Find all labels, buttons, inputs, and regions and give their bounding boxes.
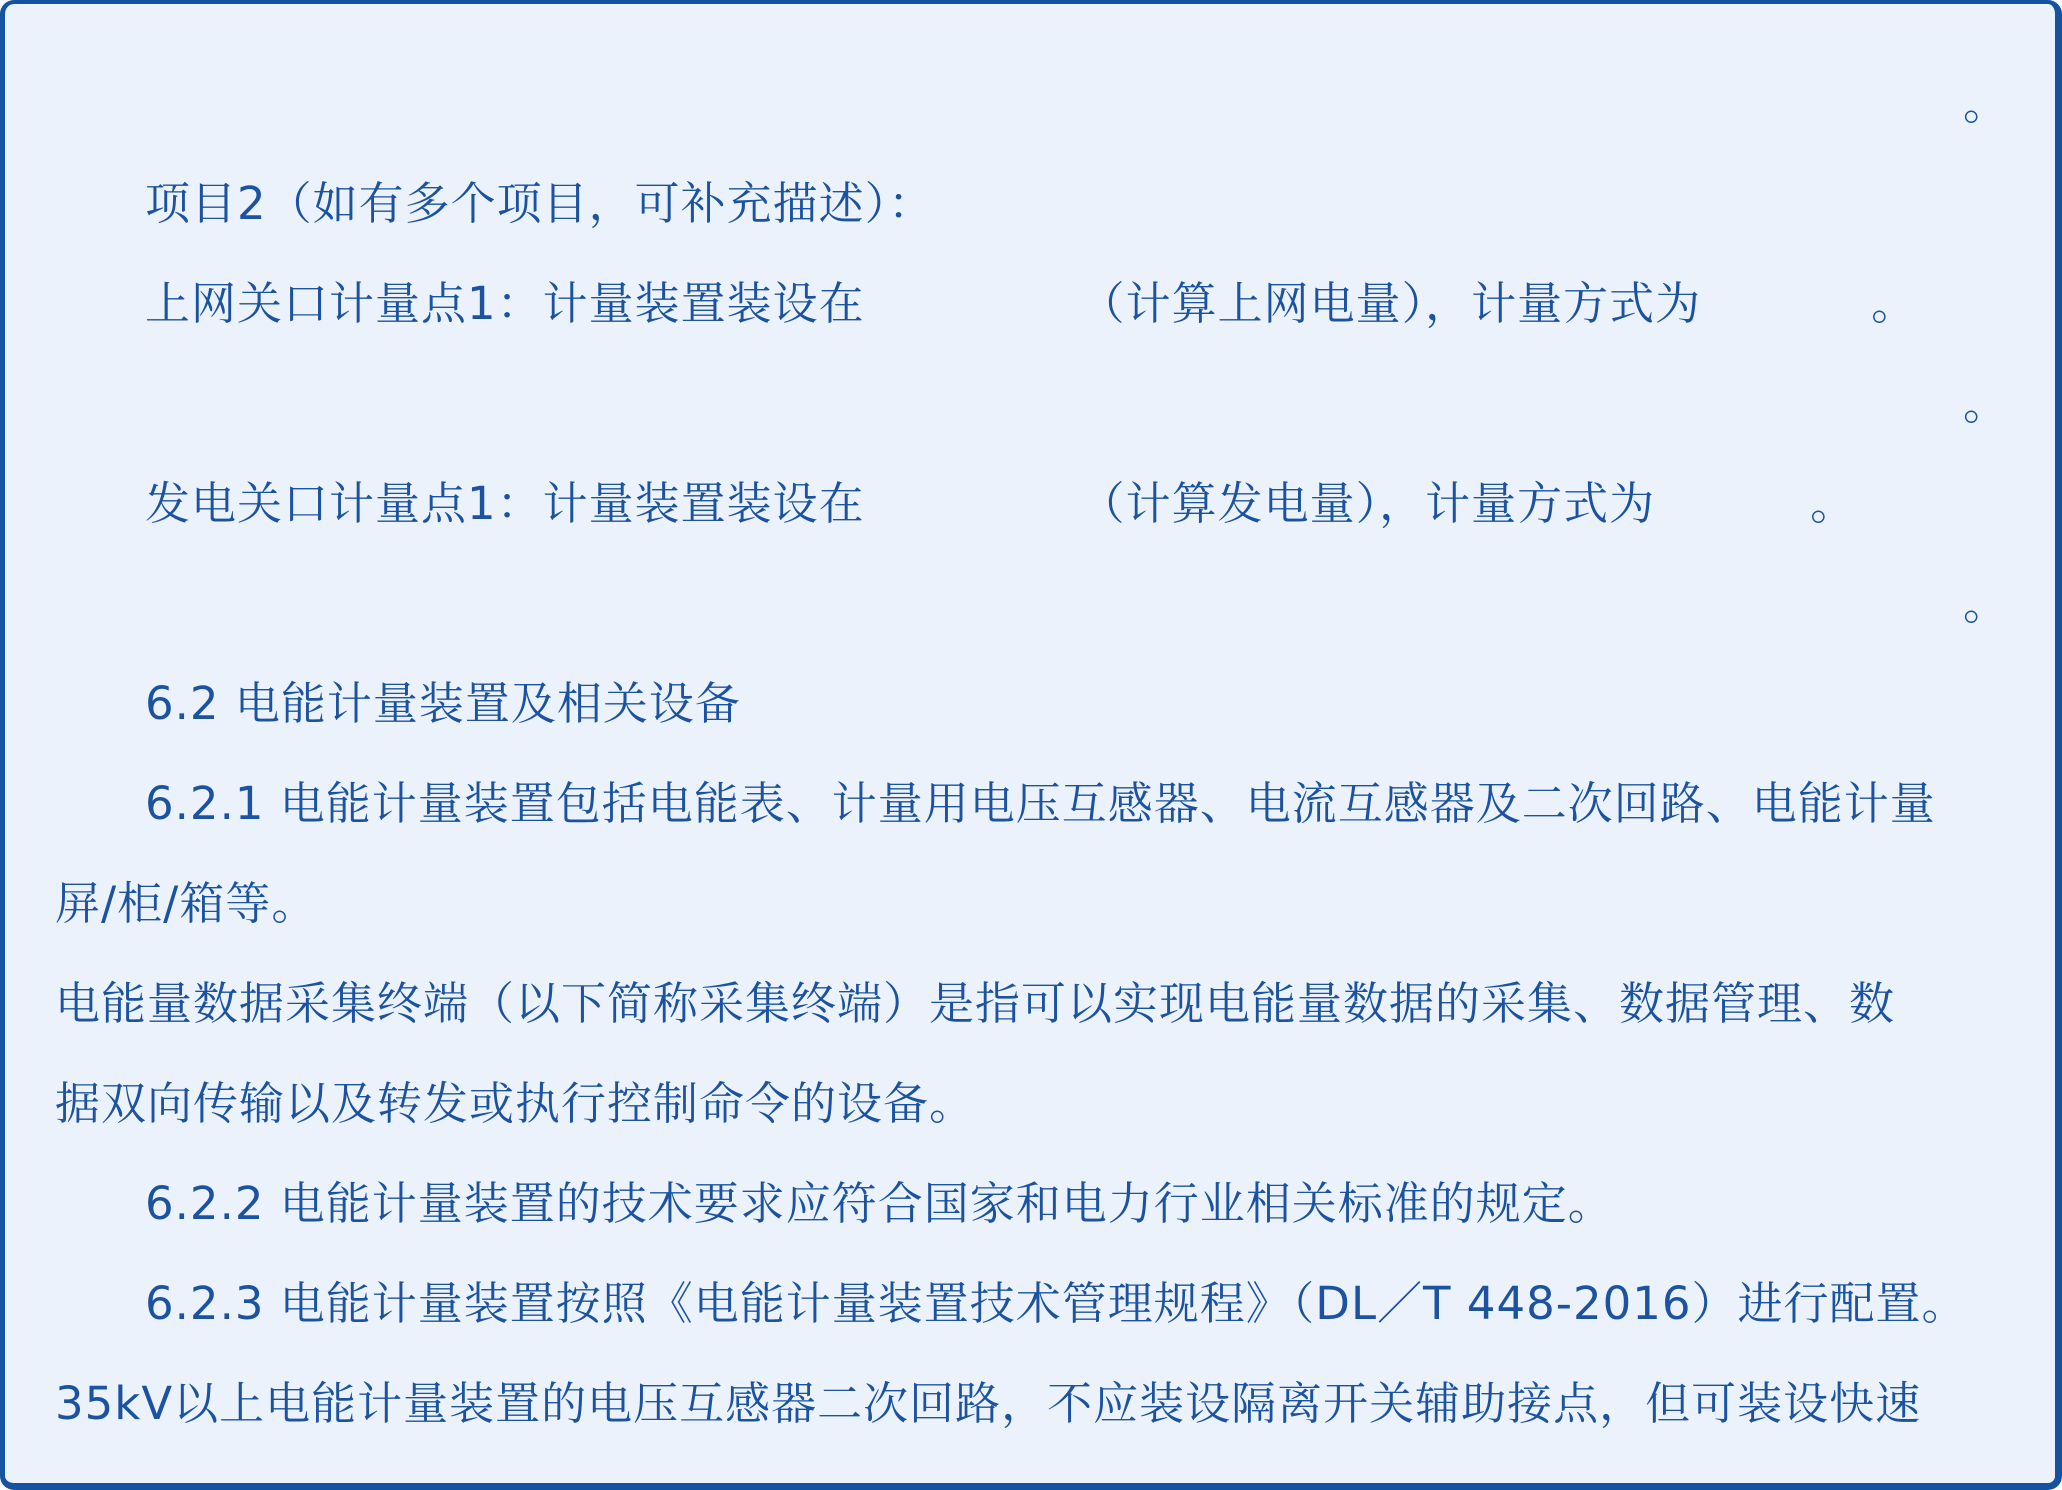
clause-6-2-3-line-1 [55, 1254, 2037, 1354]
section-6-2-heading [55, 654, 2037, 754]
paragraph-end-period [55, 54, 2037, 154]
period-text: 。 [1963, 377, 2010, 430]
collection-terminal-continuation-text: 据双向传输以及转发或执行控制命令的设备。 [55, 1077, 976, 1130]
clause-6-2-3-continuation-text: 35kV以上电能计量装置的电压互感器二次回路，不应装设隔离开关辅助接点，但可装设快速 [55, 1377, 1922, 1430]
clause-6-2-3-line-2 [55, 1354, 2037, 1454]
document-body [55, 54, 2037, 1454]
clause-6-2-2-line [55, 1154, 2037, 1254]
fill-in-blank [1701, 315, 1871, 319]
fill-in-blank [865, 315, 1080, 319]
section-6-2-heading-text: 6.2 电能计量装置及相关设备 [145, 677, 741, 730]
generation-gateway-middle-text: （计算发电量），计量方式为 [1079, 477, 1656, 530]
grid-gateway-period: 。 [1871, 277, 1918, 330]
clause-6-2-2-text: 6.2.2 电能计量装置的技术要求应符合国家和电力行业相关标准的规定。 [145, 1177, 1614, 1230]
generation-gateway-period: 。 [1810, 477, 1857, 530]
clause-6-2-1-continuation-text: 屏/柜/箱等。 [55, 877, 318, 930]
clause-6-2-1-text: 6.2.1 电能计量装置包括电能表、计量用电压互感器、电流互感器及二次回路、电能计量 [145, 777, 1936, 830]
clause-6-2-3-text: 6.2.3 电能计量装置按照《电能计量装置技术管理规程》（DL／T 448-2016）进行配置。 [145, 1277, 1968, 1330]
period-text: 。 [1963, 77, 2010, 130]
paragraph-end-period [55, 554, 2037, 654]
grid-gateway-prefix-text: 上网关口计量点1：计量装置装设在 [145, 277, 865, 330]
paragraph-end-period [55, 354, 2037, 454]
grid-gateway-middle-text: （计算上网电量），计量方式为 [1079, 277, 1702, 330]
collection-terminal-text: 电能量数据采集终端（以下简称采集终端）是指可以实现电能量数据的采集、数据管理、数 [55, 977, 1896, 1030]
grid-gateway-metering-point-line [55, 254, 2037, 354]
fill-in-blank [865, 515, 1080, 519]
fill-in-blank [1655, 515, 1810, 519]
clause-6-2-1-line-1 [55, 754, 2037, 854]
project-2-heading [55, 154, 2037, 254]
project-2-heading-text: 项目2（如有多个项目，可补充描述）： [145, 177, 935, 230]
collection-terminal-definition-line-1 [55, 954, 2037, 1054]
generation-gateway-metering-point-line [55, 454, 2037, 554]
generation-gateway-prefix-text: 发电关口计量点1：计量装置装设在 [145, 477, 865, 530]
clause-6-2-1-line-2 [55, 854, 2037, 954]
period-text: 。 [1963, 577, 2010, 630]
collection-terminal-definition-line-2 [55, 1054, 2037, 1154]
